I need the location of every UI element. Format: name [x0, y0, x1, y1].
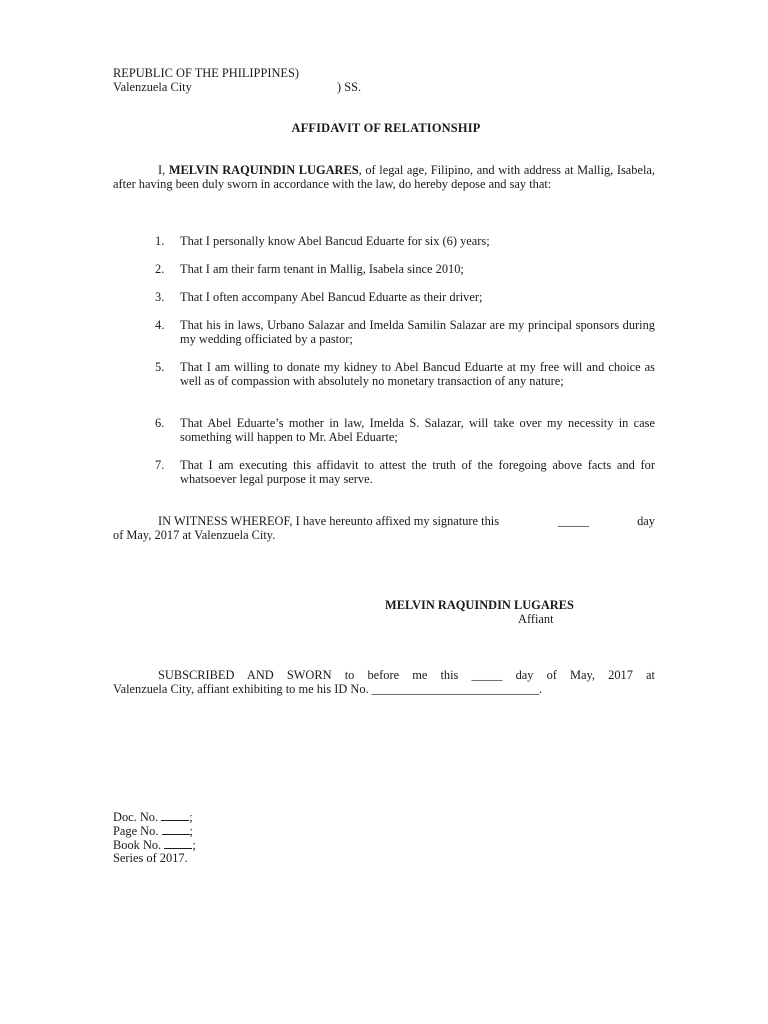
list-number: 2. — [155, 262, 165, 276]
document-title: AFFIDAVIT OF RELATIONSHIP — [291, 121, 481, 135]
book-number-suffix: ; — [192, 838, 196, 852]
list-number: 5. — [155, 360, 165, 374]
list-text: That his in laws, Urbano Salazar and Imelda Samilin Salazar are my principal sponsors during my wedding officiated by a pastor; — [180, 318, 655, 347]
witness-line-2: of May, 2017 at Valenzuela City. — [113, 528, 276, 542]
list-item — [155, 262, 655, 276]
list-item — [155, 290, 655, 304]
page-number-label: Page No. — [113, 824, 159, 838]
book-number-line — [113, 837, 196, 852]
list-text: That I am their farm tenant in Mallig, Isabela since 2010; — [180, 262, 464, 276]
list-item — [155, 458, 655, 486]
affiant-name-intro: MELVIN RAQUINDIN LUGARES — [168, 163, 359, 177]
ss-header: ) SS. — [337, 80, 362, 94]
list-number: 7. — [155, 458, 165, 472]
doc-number-blank — [161, 809, 189, 821]
intro-rest: , of legal age, Filipino, and with address at Mallig, Isabela, after having been duly sworn in accordance with the law, do hereby depose and say that: — [113, 163, 656, 192]
page-number-blank — [162, 823, 190, 835]
list-text: That Abel Eduarte’s mother in law, Imelda S. Salazar, will take over my necessity in case something will happen to Mr. Abel Eduarte; — [180, 416, 655, 445]
list-text: That I personally know Abel Bancud Eduarte for six (6) years; — [180, 234, 490, 248]
page-number-line — [113, 823, 193, 838]
witness-day-label: day — [637, 514, 655, 528]
list-item — [155, 416, 655, 444]
list-number: 4. — [155, 318, 165, 332]
republic-header: REPUBLIC OF THE PHILIPPINES) — [113, 66, 299, 80]
list-item — [155, 318, 655, 346]
list-text: That I am willing to donate my kidney to Abel Bancud Eduarte at my free will and choice as well as of compassion with absolutely no monetary transaction of any nature; — [180, 360, 655, 389]
book-number-blank — [164, 837, 192, 849]
page-number-suffix: ; — [189, 824, 193, 838]
city-header: Valenzuela City — [113, 80, 192, 94]
list-number: 3. — [155, 290, 165, 304]
intro-prefix: I, — [158, 163, 169, 177]
list-number: 6. — [155, 416, 165, 430]
affiant-signature-name: MELVIN RAQUINDIN LUGARES — [385, 598, 574, 612]
witness-day-blank: _____ — [558, 514, 589, 528]
affiant-role: Affiant — [518, 612, 554, 626]
series-line: Series of 2017. — [113, 851, 188, 865]
doc-number-label: Doc. No. — [113, 810, 159, 824]
list-item — [155, 234, 655, 248]
intro-paragraph — [113, 163, 655, 191]
witness-text: IN WITNESS WHEREOF, I have hereunto affixed my signature this — [158, 514, 500, 528]
list-text: That I often accompany Abel Bancud Eduarte as their driver; — [180, 290, 483, 304]
witness-line-1 — [158, 514, 655, 528]
jurat-line-2: Valenzuela City, affiant exhibiting to me his ID No. ___________________________. — [113, 682, 543, 696]
doc-number-line — [113, 809, 193, 824]
doc-number-suffix: ; — [189, 810, 193, 824]
list-number: 1. — [155, 234, 165, 248]
jurat-line-1: SUBSCRIBED AND SWORN to before me this _____ day of May, 2017 at — [158, 668, 655, 682]
list-text: That I am executing this affidavit to attest the truth of the foregoing above facts and for whatsoever legal purpose it may serve. — [180, 458, 655, 487]
book-number-label: Book No. — [113, 838, 162, 852]
list-item — [155, 360, 655, 388]
